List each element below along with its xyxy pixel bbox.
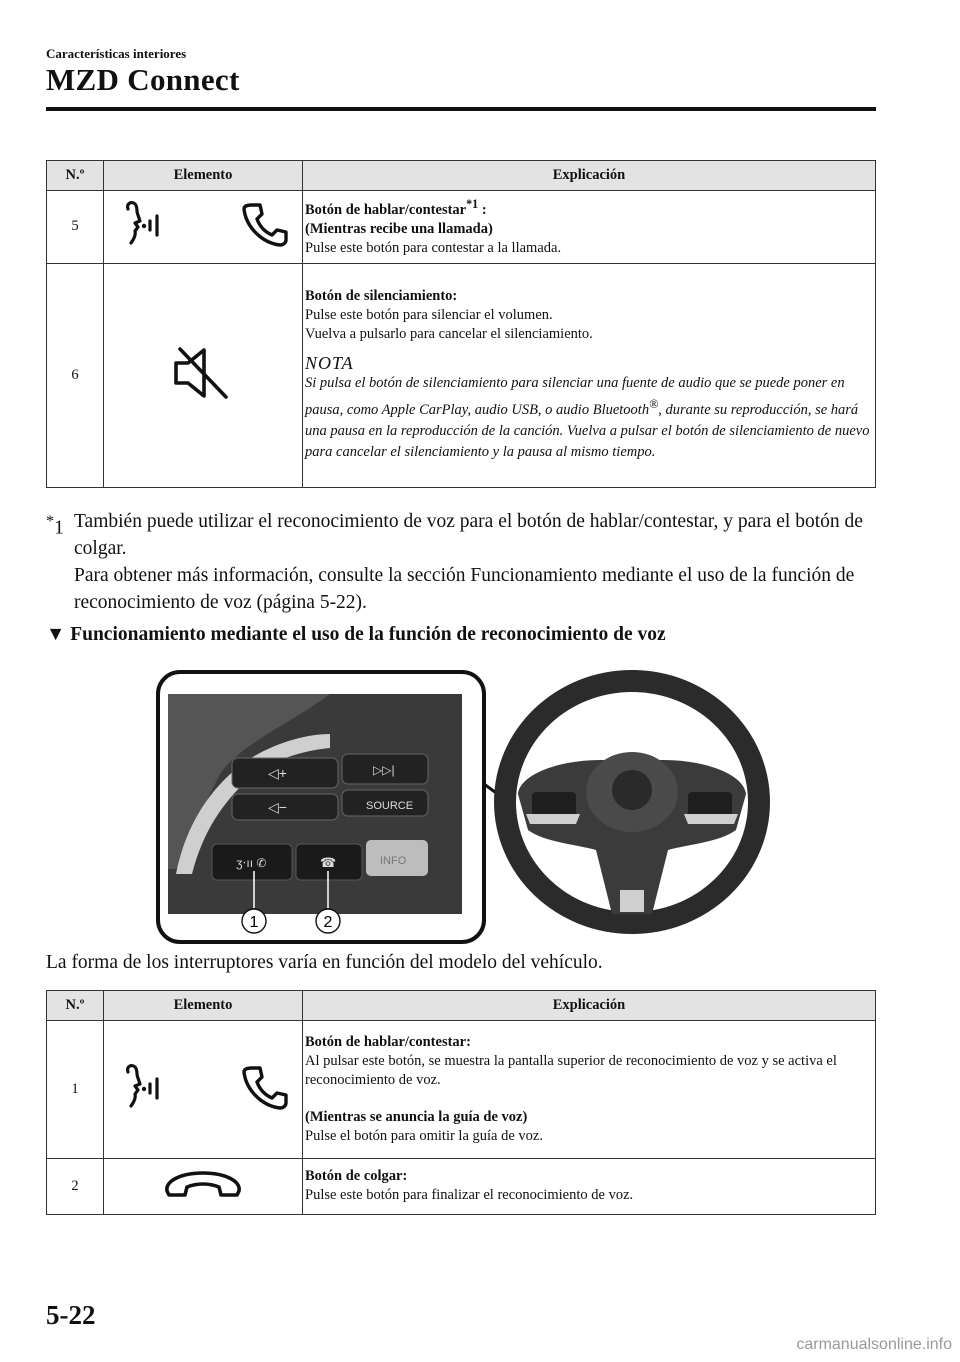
svg-text:▷▷|: ▷▷| bbox=[373, 763, 395, 777]
watermark: carmanualsonline.info bbox=[796, 1336, 952, 1353]
col-number: N.º bbox=[47, 161, 104, 191]
table-row bbox=[47, 263, 876, 487]
triangle-marker-icon: ▼ bbox=[46, 624, 66, 645]
row-element bbox=[104, 1159, 303, 1215]
steering-wheel bbox=[494, 670, 770, 934]
buttons-table-2 bbox=[46, 990, 876, 1215]
row-element bbox=[104, 191, 303, 264]
row-number: 6 bbox=[47, 263, 104, 487]
table-header-row bbox=[47, 161, 876, 191]
svg-text:◁−: ◁− bbox=[268, 799, 287, 815]
page-title: MZD Connect bbox=[46, 62, 240, 97]
table-row bbox=[47, 1021, 876, 1159]
talk-icon bbox=[116, 199, 236, 249]
phone-icon bbox=[240, 1062, 290, 1112]
row-number: 2 bbox=[47, 1159, 104, 1215]
col-element: Elemento bbox=[104, 991, 303, 1021]
buttons-table-1 bbox=[46, 160, 876, 488]
row-number: 5 bbox=[47, 191, 104, 264]
row-explanation: Botón de colgar: Pulse este botón para finalizar el reconocimiento de voz. bbox=[303, 1159, 876, 1215]
row-explanation: Botón de hablar/contestar$^{*1}$ : (Mientras recibe una llamada) Pulse este botón para contestar a la llamada. bbox=[303, 191, 876, 264]
svg-text:ʒ‧ıı ✆: ʒ‧ıı ✆ bbox=[236, 856, 267, 870]
title-divider bbox=[46, 107, 876, 111]
table-row bbox=[47, 1159, 876, 1215]
note-heading: NOTA bbox=[305, 352, 354, 373]
steering-wheel-figure bbox=[0, 664, 960, 964]
row-number: 1 bbox=[47, 1021, 104, 1159]
page-number: 5-22 bbox=[46, 1300, 96, 1330]
row-element bbox=[104, 263, 303, 487]
figure-caption: La forma de los interruptores varía en función del modelo del vehículo. bbox=[46, 952, 603, 973]
info-button-label: INFO bbox=[380, 855, 407, 867]
col-element: Elemento bbox=[104, 161, 303, 191]
svg-text:1: 1 bbox=[249, 914, 259, 931]
source-button-label: SOURCE bbox=[366, 800, 414, 812]
svg-text:◁+: ◁+ bbox=[268, 765, 287, 781]
col-number: N.º bbox=[47, 991, 104, 1021]
table-header-row bbox=[47, 991, 876, 1021]
col-explanation: Explicación bbox=[303, 161, 876, 191]
row-explanation: Botón de hablar/contestar: Al pulsar este botón, se muestra la pantalla superior de reconocimiento de voz y se activa el reconocimiento de voz. (Mientras se anuncia la guía de voz) Pulse el botón para omitir la guía de voz. bbox=[303, 1021, 876, 1159]
subsection-heading: ▼ Funcionamiento mediante el uso de la función de reconocimiento de voz bbox=[46, 624, 666, 645]
svg-text:☎: ☎ bbox=[320, 855, 337, 870]
footnote: *1 También puede utilizar el reconocimiento de voz para el botón de hablar/contestar, y para el botón de colgar. Para obtener más información, consulte la sección Funcionamiento mediante el uso de la función de reconocimiento de voz (página 5-22). bbox=[46, 511, 863, 613]
phone-icon bbox=[240, 199, 290, 249]
hang-up-icon bbox=[161, 1167, 245, 1201]
section-label: Características interiores bbox=[46, 46, 187, 61]
svg-text:2: 2 bbox=[323, 914, 333, 931]
note-text: Si pulsa el botón de silenciamiento para silenciar una fuente de audio que se puede poner en pausa, como Apple CarPlay, audio USB, o audio Bluetooth®, durante su reproducción, se hará una pausa en la reproducción de la canción. Vuelva a pulsar el botón de silenciamiento de nuevo para cancelar el silenciamiento y la pausa al mismo tiempo. bbox=[305, 374, 870, 460]
row-explanation: Botón de silenciamiento: Pulse este botón para silenciar el volumen. Vuelva a pulsarlo para cancelar el silenciamiento. NOTA Si pulsa el botón de silenciamiento para silenciar una fuente de audio que se puede poner en pausa, como Apple CarPlay, audio USB, o audio Bluetooth®, durante su reproducción, se hará una pausa en la reproducción de la canción. Vuelva a pulsar el botón de silenciamiento de nuevo para cancelar el silenciamiento y la pausa al mismo tiempo. bbox=[303, 263, 876, 487]
col-explanation: Explicación bbox=[303, 991, 876, 1021]
mute-icon bbox=[168, 343, 238, 403]
talk-icon bbox=[116, 1062, 236, 1112]
table-row bbox=[47, 191, 876, 264]
row-element bbox=[104, 1021, 303, 1159]
